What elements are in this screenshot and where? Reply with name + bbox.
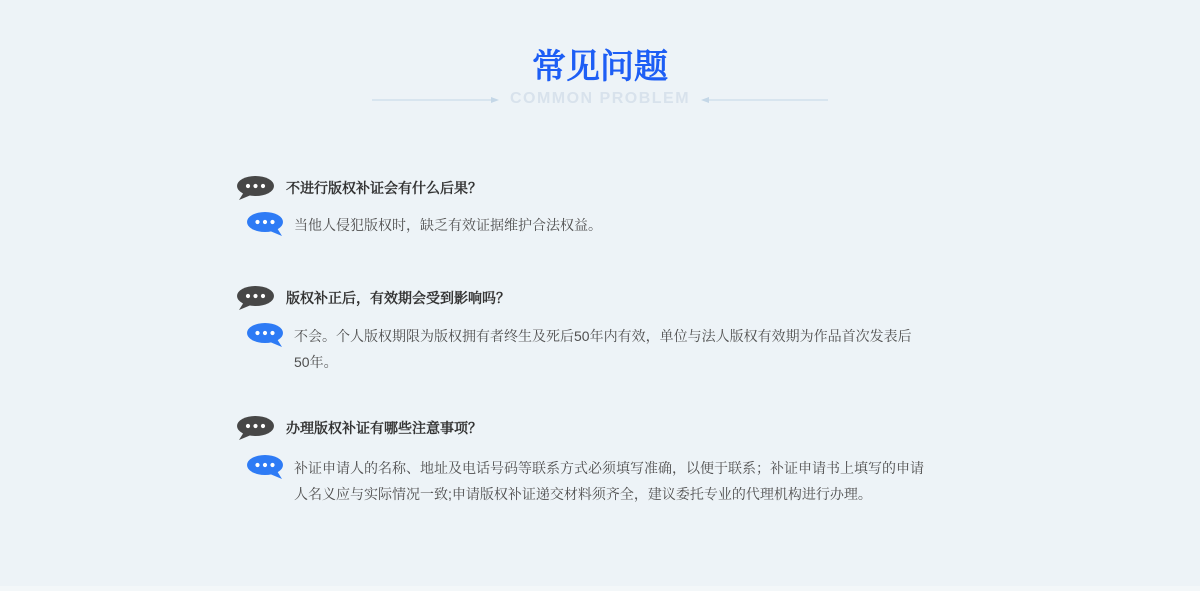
faq-question-row (237, 416, 957, 441)
faq-answer-row (247, 323, 947, 375)
section-title: 常见问题 (532, 48, 668, 86)
faq-question-row (237, 286, 957, 311)
dark-speech-bubble-icon (237, 286, 274, 311)
question-text: 不进行版权补证会有什么后果？ (286, 180, 482, 196)
dark-speech-bubble-icon (237, 416, 274, 441)
blue-speech-bubble-icon (247, 323, 284, 348)
faq-answer-row (247, 212, 947, 238)
dark-speech-bubble-icon (237, 176, 274, 201)
answer-text: 当他人侵犯版权时，缺乏有效证据维护合法权益。 (294, 217, 602, 233)
answer-text: 补证申请人的名称、地址及电话号码等联系方式必须填写准确，以便于联系；补证申请书上填写的申请人名义应与实际情况一致;申请版权补证递交材料须齐全，建议委托专业的代理机构进行办理。 (294, 460, 924, 502)
faq-answer-row (247, 455, 947, 507)
arrow-line-right-icon (700, 96, 828, 104)
answer-text: 不会。个人版权期限为版权拥有者终生及死后50年内有效，单位与法人版权有效期为作品首次发表后50年。 (294, 328, 912, 370)
blue-speech-bubble-icon (247, 212, 284, 237)
section-subtitle: COMMON PROBLEM (509, 90, 691, 107)
blue-speech-bubble-icon (247, 455, 284, 480)
question-text: 办理版权补证有哪些注意事项？ (286, 420, 482, 436)
question-text: 版权补正后，有效期会受到影响吗？ (286, 290, 510, 306)
section-divider (0, 586, 1200, 591)
faq-question-row (237, 176, 957, 201)
